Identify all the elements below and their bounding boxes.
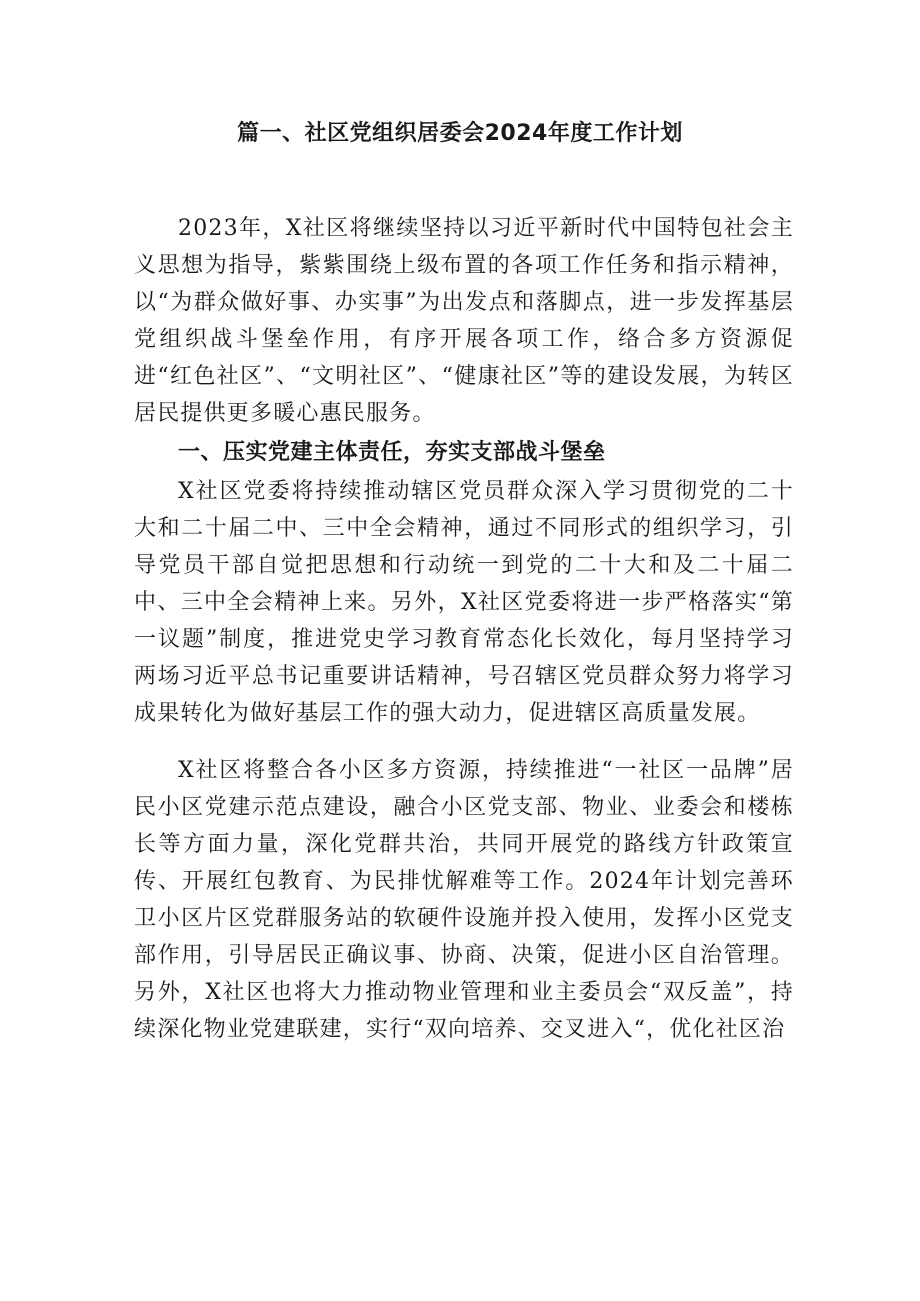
intro-paragraph: 2023年，X社区将继续坚持以习近平新时代中国特包社会主义思想为指导，紫紫围绕上级布置的各项工作任务和指示精神，以“为群众做好事、办实事”为出发点和落脚点，进一步发挥基层党组织战斗堡垒作用，有序开展各项工作，络合多方资源促进“红色社区”、“文明社区”、“健康社区”等的建设发展，为转区居民提供更多暖心惠民服务。 xyxy=(134,216,794,426)
section-heading: 一、压实党建主体责任，夯实支部战斗堡垒 xyxy=(178,440,606,465)
paragraph-spacer xyxy=(134,732,794,752)
section-paragraph-2: X社区将整合各小区多方资源，持续推进“一社区一品牌”居民小区党建示范点建设，融合小区党支部、物业、业委会和楼栋长等方面力量，深化党群共治，共同开展党的路线方针政策宣传、开展红包教育、为民排忧解难等工作。2024年计划完善环卫小区片区党群服务站的软硬件设施并投入使用，发挥小区党支部作用，引导居民正确议事、协商、决策，促进小区自治管理。另外，X社区也将大力推动物业管理和业主委员会“双反盖”，持续深化物业党建联建，实行“双向培养、交叉进入“，优化社区治 xyxy=(134,758,794,1042)
document-body xyxy=(134,210,794,1048)
section-paragraph-1: X社区党委将持续推动辖区党员群众深入学习贯彻党的二十大和二十届二中、三中全会精神，通过不同形式的组织学习，引导党员干部自觉把思想和行动统一到党的二十大和及二十届二中、三中全会精神上来。另外，X社区党委将进一步严格落实“第一议题”制度，推进党史学习教育常态化长效化，每月坚持学习两场习近平总书记重要讲话精神，号召辖区党员群众努力将学习成果转化为做好基层工作的强大动力，促进辖区高质量发展。 xyxy=(134,479,794,726)
document-title: 篇一、社区党组织居委会2024年度工作计划 xyxy=(237,121,683,146)
